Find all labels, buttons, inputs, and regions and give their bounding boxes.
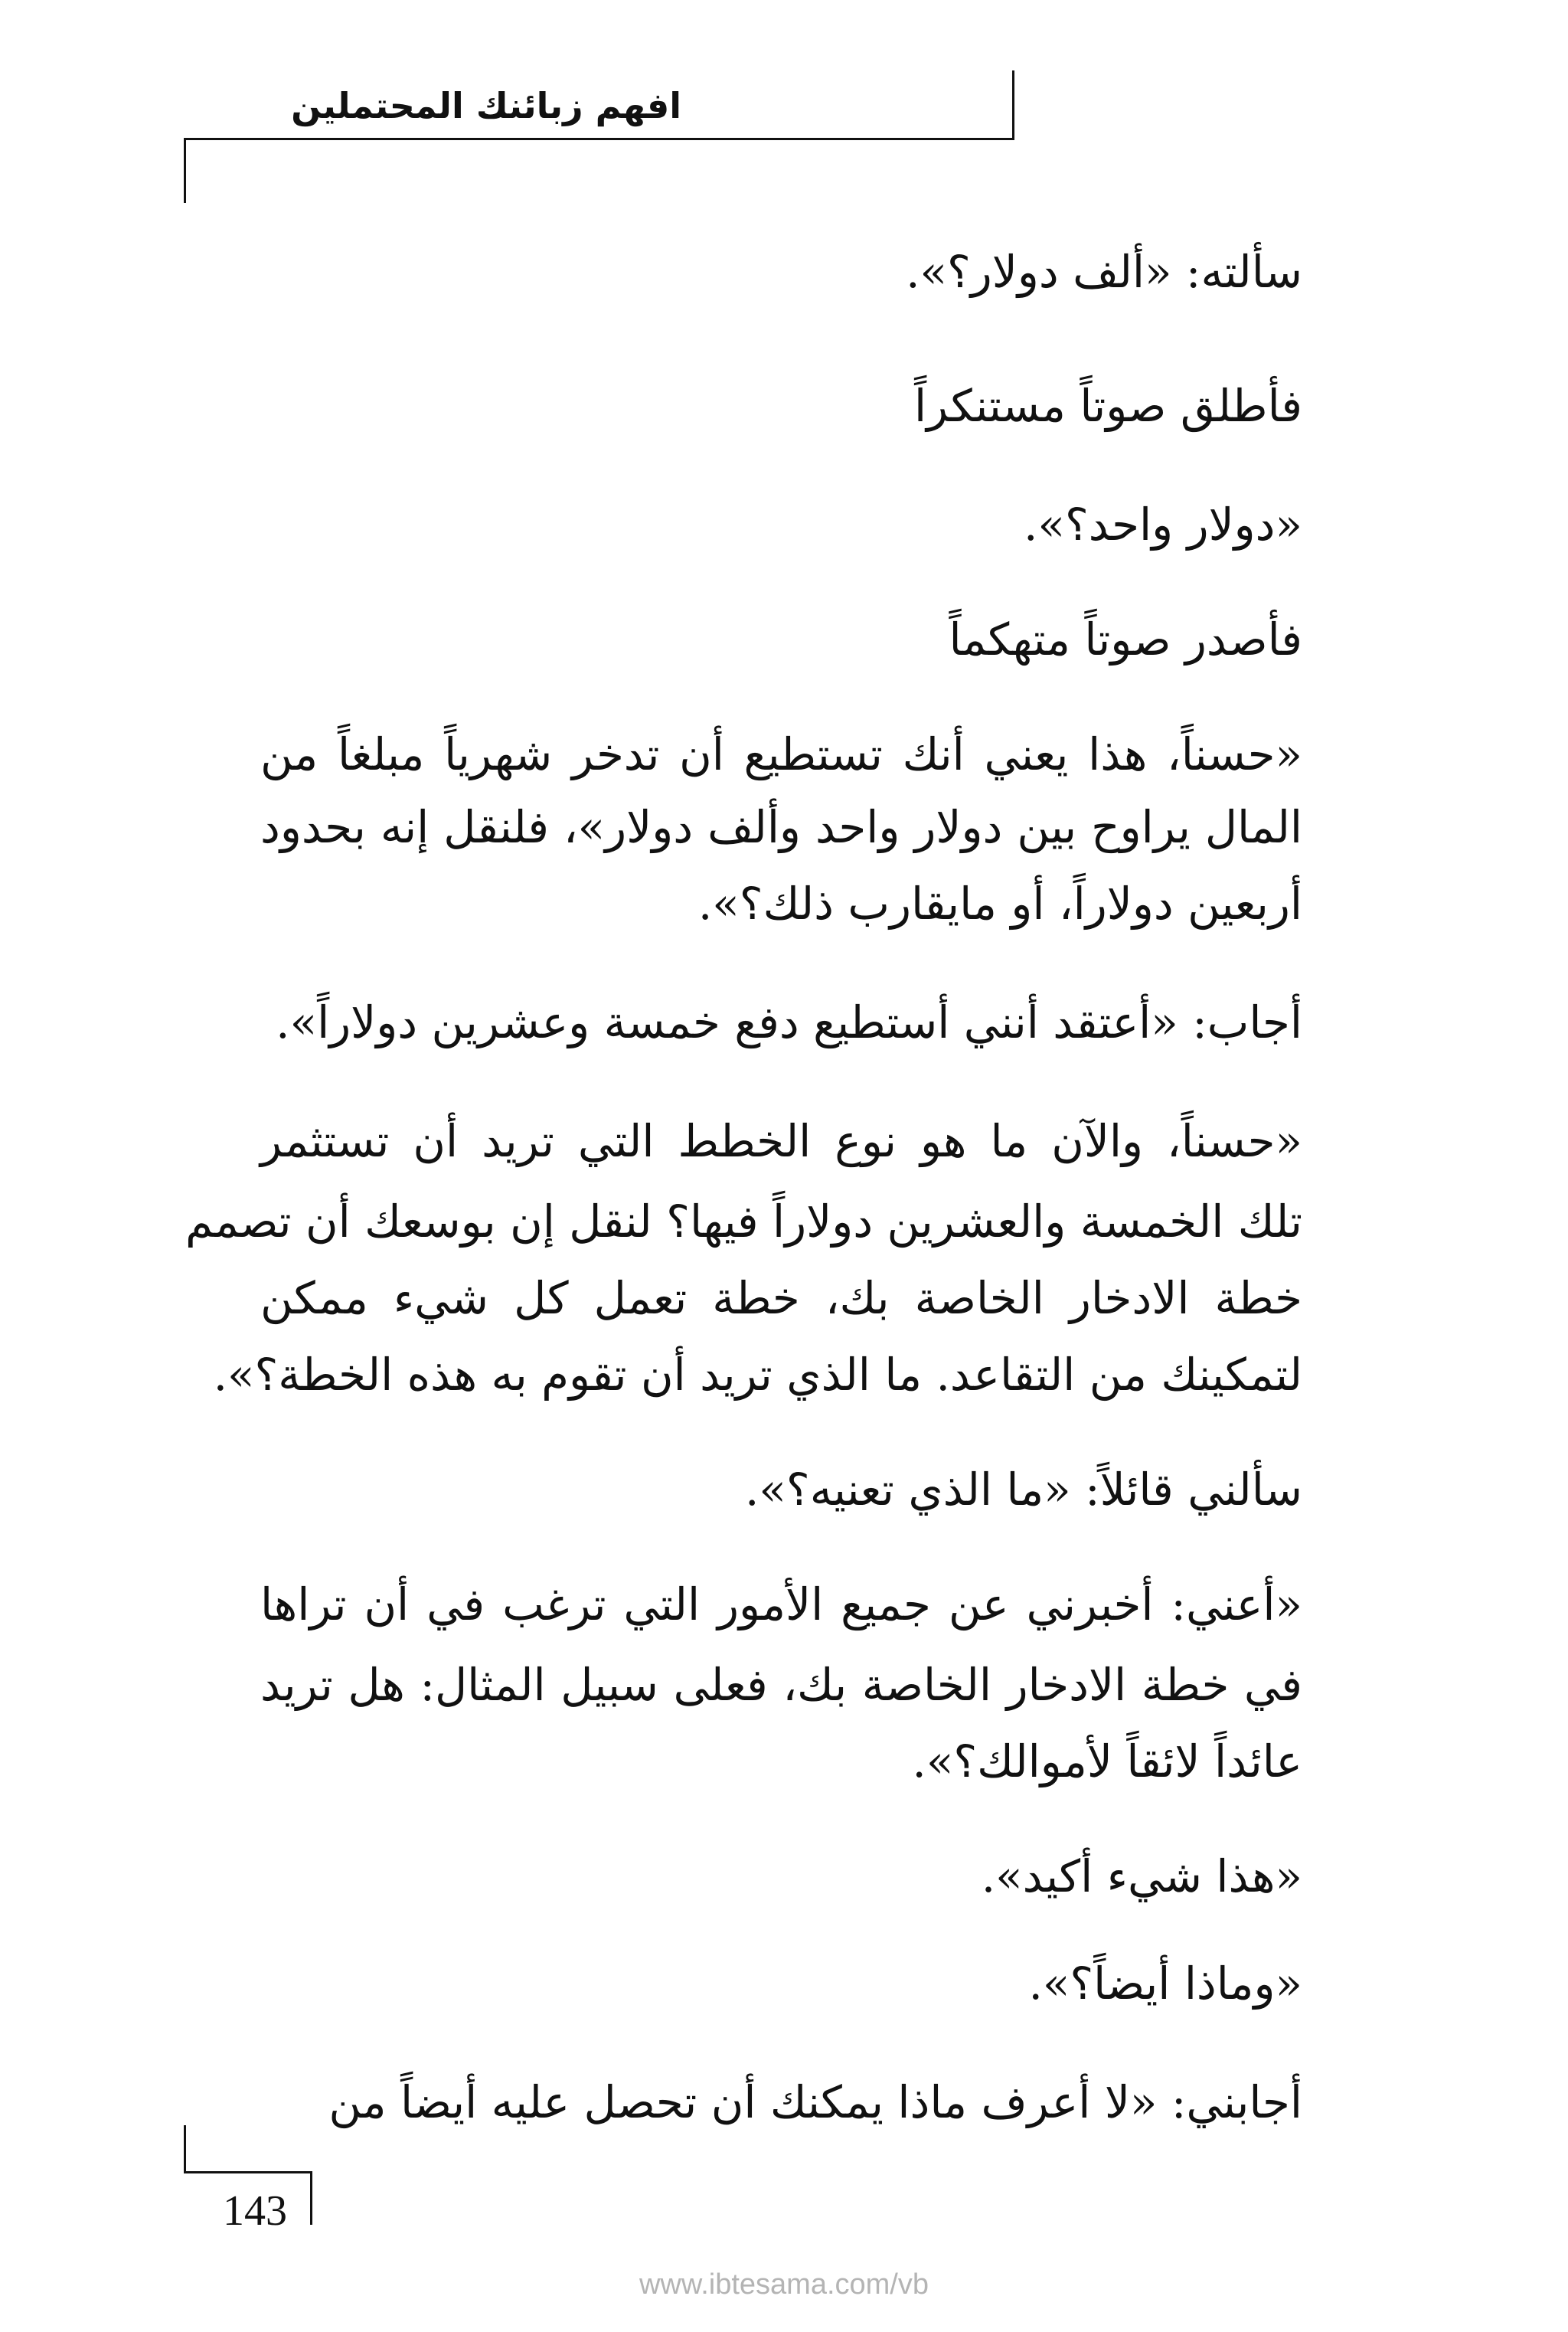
text-line: أجاب: «أعتقد أنني أستطيع دفع خمسة وعشرين دولاراً». (276, 996, 1302, 1048)
page-number: 143 (223, 2187, 287, 2235)
footer-right-tick (310, 2171, 312, 2225)
header-right-tick (1012, 70, 1014, 140)
text-line: «هذا شيء أكيد». (981, 1850, 1302, 1902)
text-line: أجابني: «لا أعرف ماذا يمكنك أن تحصل عليه أيضاً من (328, 2076, 1302, 2128)
text-line: «حسناً، والآن ما هو نوع الخطط التي تريد أن تستثمر (260, 1115, 1302, 1167)
running-header-title: افهم زبائنك المحتملين (291, 85, 681, 126)
text-line: خطة الادخار الخاصة بك، خطة تعمل كل شيء ممكن (260, 1272, 1302, 1324)
footer-left-tick (184, 2125, 186, 2173)
text-line: تلك الخمسة والعشرين دولاراً فيها؟ لنقل إن بوسعك أن تصمم (185, 1195, 1302, 1248)
text-line: في خطة الادخار الخاصة بك، فعلى سبيل المثال: هل تريد (260, 1659, 1302, 1711)
text-line: سألني قائلاً: «ما الذي تعنيه؟». (744, 1464, 1302, 1516)
text-line: عائداً لائقاً لأموالك؟». (912, 1735, 1302, 1787)
header-left-tick (184, 138, 186, 203)
text-line: «وماذا أيضاً؟». (1028, 1958, 1302, 2010)
text-line: لتمكينك من التقاعد. ما الذي تريد أن تقوم به هذه الخطة؟». (213, 1349, 1302, 1401)
text-line: فأطلق صوتاً مستنكراً (914, 380, 1302, 432)
watermark-url: www.ibtesama.com/vb (639, 2268, 929, 2301)
footer-overline (184, 2171, 312, 2173)
header-underline (184, 138, 1014, 140)
text-line: «حسناً، هذا يعني أنك تستطيع أن تدخر شهرياً مبلغاً من (260, 728, 1302, 780)
text-line: المال يراوح بين دولار واحد وألف دولار»، فلنقل إنه بحدود (260, 801, 1302, 853)
text-line: أربعين دولاراً، أو مايقارب ذلك؟». (697, 878, 1302, 930)
text-line: «أعني: أخبرني عن جميع الأمور التي ترغب في أن تراها (260, 1578, 1302, 1630)
text-line: فأصدر صوتاً متهكماً (949, 613, 1302, 666)
text-line: سألته: «ألف دولار؟». (906, 246, 1302, 298)
text-line: «دولار واحد؟». (1024, 499, 1302, 551)
